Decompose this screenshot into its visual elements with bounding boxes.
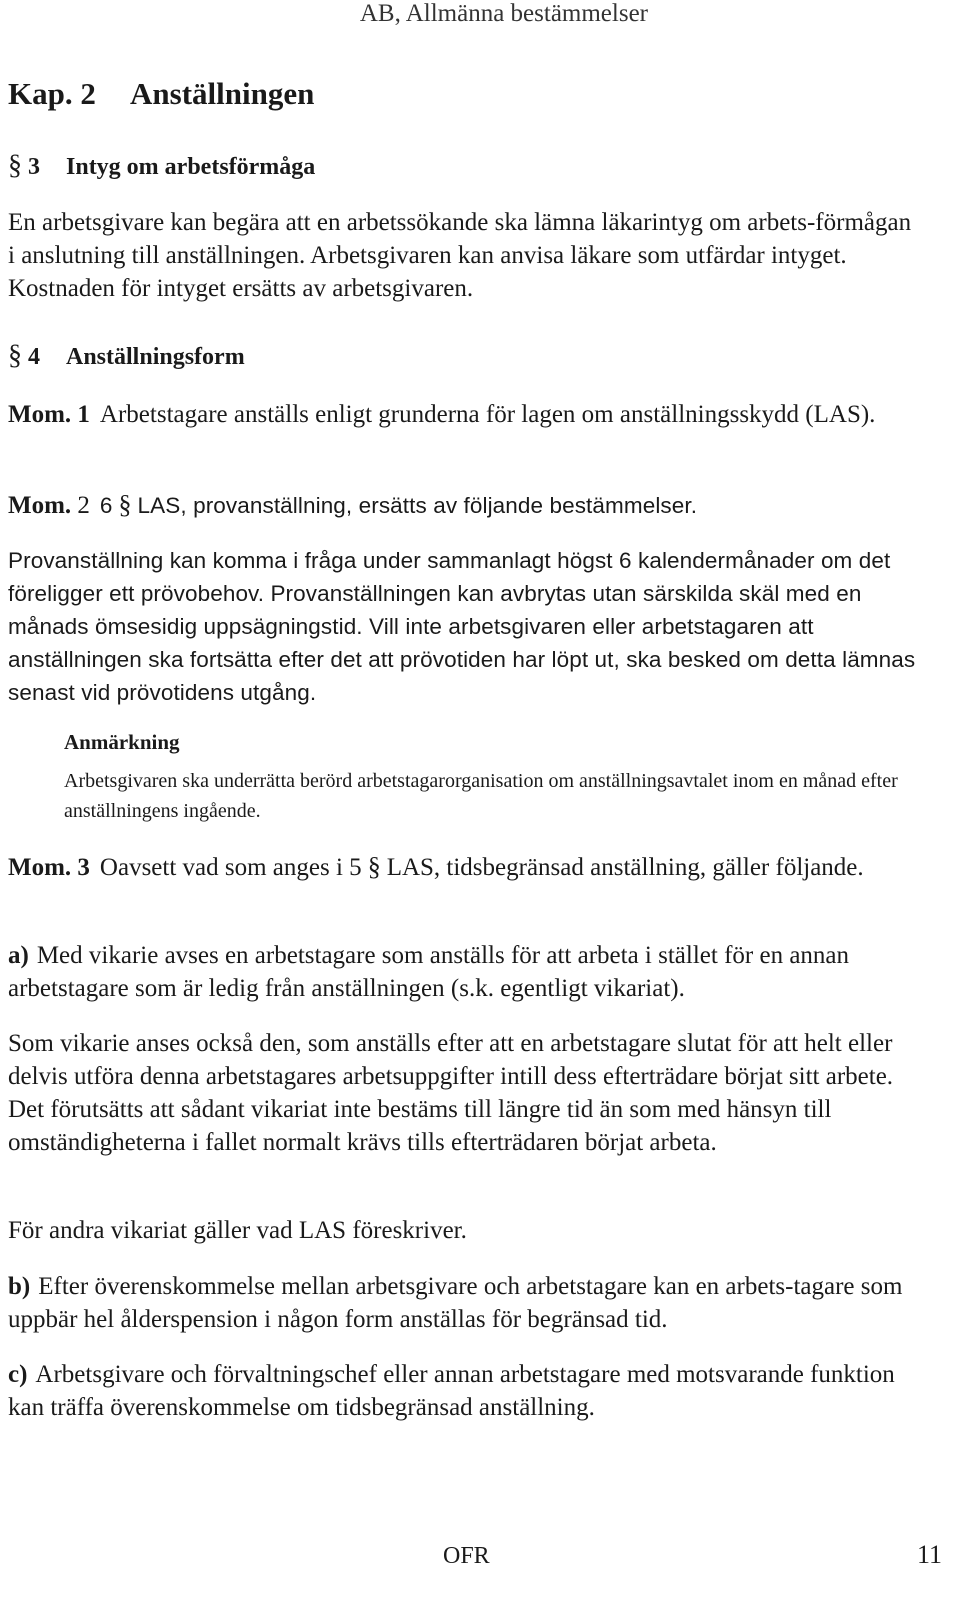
mom-2-body: Provanställning kan komma i fråga under sammanlagt högst 6 kalendermånader om det föreligger ett prövobehov. Provanställningen kan avbrytas utan särskilda skäl med en månads ömsesidig uppsägningstid. Vill inte arbetsgivaren eller arbetstagaren att anställningen ska fortsätta efter det att prövotiden har löpt ut, ska besked om detta lämnas senast vid prövotidens utgång. bbox=[8, 548, 916, 705]
chapter-number: Kap. 2 bbox=[8, 76, 96, 111]
section-symbol: § bbox=[8, 340, 22, 371]
mom-1-label: Mom. 1 bbox=[8, 401, 90, 428]
mom-1-paragraph bbox=[8, 398, 920, 431]
note-text: Arbetsgivaren ska underrätta berörd arbetstagarorganisation om anställningsavtalet inom en månad efter anställningens ingående. bbox=[64, 770, 898, 822]
section-4-heading bbox=[8, 340, 245, 372]
item-b bbox=[8, 1270, 920, 1336]
mom-3-pre: Oavsett vad som anges i 5 bbox=[99, 854, 362, 881]
mom-3-post: LAS, tidsbegränsad anställning, gäller följande. bbox=[386, 854, 864, 881]
item-c-lead: c) bbox=[8, 1361, 28, 1388]
mom-2-text: LAS, provanställning, ersätts av följande bestämmelser. bbox=[137, 493, 698, 518]
item-a-lead: a) bbox=[8, 942, 29, 969]
note-heading: Anmärkning bbox=[64, 730, 180, 754]
mom-3-paragraph bbox=[8, 850, 920, 884]
section-title: Intyg om arbetsförmåga bbox=[66, 154, 316, 180]
item-c-text: Arbetsgivare och förvaltningschef eller annan arbetstagare med motsvarande funktion kan träffa överenskommelse om tidsbegränsad anställning. bbox=[8, 1361, 895, 1421]
section-title: Anställningsform bbox=[66, 344, 245, 370]
mom-3-label: Mom. 3 bbox=[8, 854, 90, 881]
mom-2-label: Mom. 2 bbox=[8, 492, 90, 519]
chapter-title: Anställningen bbox=[130, 76, 315, 111]
item-b-lead: b) bbox=[8, 1273, 31, 1300]
vikarie-paragraph: Som vikarie anses också den, som anställs efter att en arbetstagare slutat för att helt eller delvis utföra denna arbetstagares arbetsuppgifter intill dess efterträdare börjat sitt arbete. Det förutsätts att sådant vikariat inte bestäms till längre tid än som med hänsyn till omständigheterna i fallet normalt krävs tills efterträdaren börjat arbeta. bbox=[8, 1030, 894, 1156]
item-a-text: Med vikarie avses en arbetstagare som anställs för att arbeta i stället för en annan arbetstagare som är ledig från anställningen (s.k. egentligt vikariat). bbox=[8, 942, 850, 1002]
section-number: 3 bbox=[28, 154, 40, 180]
chapter-heading bbox=[8, 76, 314, 112]
mom-1-text: Arbetstagare anställs enligt grunderna för lagen om anställningsskydd (LAS). bbox=[99, 401, 876, 428]
item-c bbox=[8, 1358, 920, 1424]
mom-2-heading bbox=[8, 488, 920, 522]
section-symbol: § bbox=[8, 150, 22, 181]
running-header: AB, Allmänna bestämmelser bbox=[359, 0, 648, 27]
section-3-body: En arbetsgivare kan begära att en arbetssökande ska lämna läkarintyg om arbets-förmågan i anslutning till anställningen. Arbetsgivaren kan anvisa läkare som utfärdar intyget. Kostnaden för intyget ersätts av arbetsgivaren. bbox=[8, 209, 912, 302]
mom-2-pre: 6 bbox=[99, 493, 113, 518]
footer-publisher: OFR bbox=[443, 1543, 490, 1569]
section-3-heading bbox=[8, 150, 315, 182]
section-number: 4 bbox=[28, 344, 40, 370]
paragraph-symbol: § bbox=[367, 852, 381, 881]
paragraph-symbol: § bbox=[118, 490, 132, 519]
page-number: 11 bbox=[916, 1540, 942, 1569]
item-b-text: Efter överenskommelse mellan arbetsgivare och arbetstagare kan en arbets-tagare som uppbär hel ålderspension i någon form anställas för begränsad tid. bbox=[8, 1273, 903, 1333]
item-a bbox=[8, 939, 920, 1005]
other-vikariat-paragraph: För andra vikariat gäller vad LAS föreskriver. bbox=[8, 1217, 467, 1244]
